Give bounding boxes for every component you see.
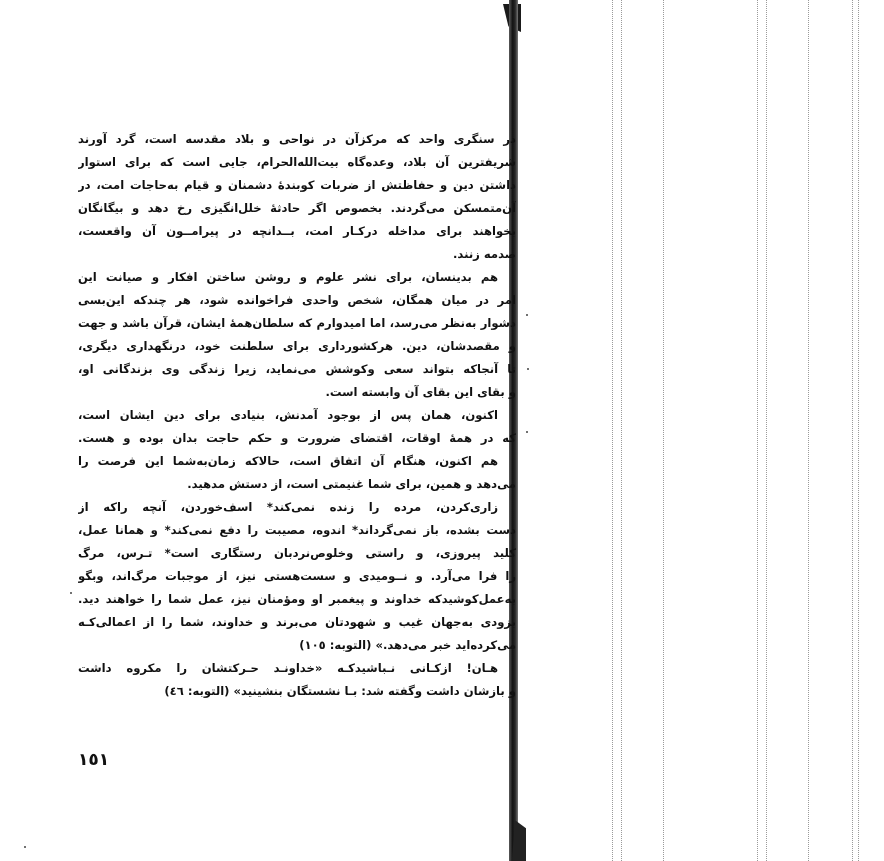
scan-speck (527, 368, 529, 370)
text-line: هم بدینسان، برای نشر علوم و روشن ساختن افکار و صیانت این (78, 270, 498, 284)
text-line: به‌عمل‌کوشیدکه خداوند و پیغمبر او ومؤمنان نیز، عمل شما را خواهند دید. (78, 592, 516, 606)
facing-page-artifact-line (757, 0, 758, 861)
text-line: هـان! ازکـانی نـباشیدکـه «خداونـد حـرکتشان را مکروه داشت (78, 661, 498, 675)
text-line: در سنگری واحد که مرکزآن در نواحی و بلاد مقدسه است، گرد آورند (78, 132, 516, 146)
text-line: بزودی به‌جهان غیب و شهودتان می‌برند و خداوند، شما را از اعمالی‌کـه (78, 615, 516, 629)
text-line: بخواهند برای مداخله درکـار امت، بــدانچه در پیرامــون آن واقعست، (78, 224, 516, 238)
scan-speck (526, 314, 528, 316)
scan-speck (24, 846, 26, 848)
facing-page-artifact-line (766, 0, 767, 861)
text-line: کلید پیروزی، و راستی وخلوص‌نردبان رستگاری است* تـرس، مرگ (78, 546, 516, 560)
facing-page-artifact-line (808, 0, 809, 861)
text-line: شریفترین آن بلاد، وعده‌گاه بیت‌الله‌الحرام، جایی است که برای استوار (78, 155, 516, 169)
page-number: ١٥١ (78, 750, 110, 770)
facing-page-artifact-line (663, 0, 664, 861)
text-line: دشوار به‌نظر می‌رسد، اما امیدوارم که سلطان‌همهٔ ایشان، قرآن باشد و جهت (78, 316, 516, 330)
text-line: زاری‌کردن، مرده را زنده نمی‌کند* اسف‌خوردن، آنچه راکه از (78, 500, 498, 514)
text-line: دست بشده، باز نمی‌گرداند* اندوه، مصیبت را دفع نمی‌کند* و همانا عمل، (78, 523, 516, 537)
facing-page-artifact-line (858, 0, 859, 861)
text-line: اکنون، همان پس از بوجود آمدنش، بنیادی برای دین ایشان است، (78, 408, 498, 422)
text-line: و بازشان داشت وگفته شد: بـا نشستگان بنشینید» (التوبه: ٤٦) (164, 684, 516, 698)
text-line: امر در میان همگان، شخص واحدی فراخوانده شود، هر چندکه این‌بسی (78, 293, 516, 307)
text-line: آن‌متمسکن می‌گردند. بخصوص اگر حادثهٔ خلل‌انگیزی رخ دهد و بیگانگان (78, 201, 516, 215)
text-line: صدمه زنند. (452, 247, 516, 261)
text-line: که در همهٔ اوقات، اقتضای ضرورت و حکم حاجت بدان بوده و هست. (78, 431, 516, 445)
facing-page-artifact-line (612, 0, 613, 861)
text-line: تا آنجاکه بتواند سعی وکوشش می‌نماید، زیرا زندگی وی بزندگانی او، (78, 362, 516, 376)
facing-page-artifact-line (852, 0, 853, 861)
text-line: می‌دهد و همین، برای شما غنیمتی است، از دستش مدهید. (187, 477, 516, 491)
scan-speck (526, 431, 528, 433)
facing-page-artifact-line (621, 0, 622, 861)
text-line: می‌کرده‌اید خبر می‌دهد.» (التوبه: ١٠٥) (299, 638, 516, 652)
text-line: را فرا می‌آرد. و نــومیدی و سست‌هستی نیز، از موجبات مرگ‌اند، وبگو (78, 569, 516, 583)
text-line: و بقای این بقای آن وابسته است. (325, 385, 516, 399)
body-text (78, 128, 516, 703)
text-line: و مقصدشان، دین. هرکشورداری برای سلطنت خود، درنگهداری دیگری، (78, 339, 516, 353)
text-line: هم اکنون، هنگام آن اتفاق است، حالاکه زمان‌به‌شما این فرصت را (78, 454, 498, 468)
scan-speck (70, 592, 72, 594)
text-line: داشتن دین و حفاظتش از ضربات کوبندهٔ دشمنان و قیام به‌حاجات امت، در (78, 178, 516, 192)
